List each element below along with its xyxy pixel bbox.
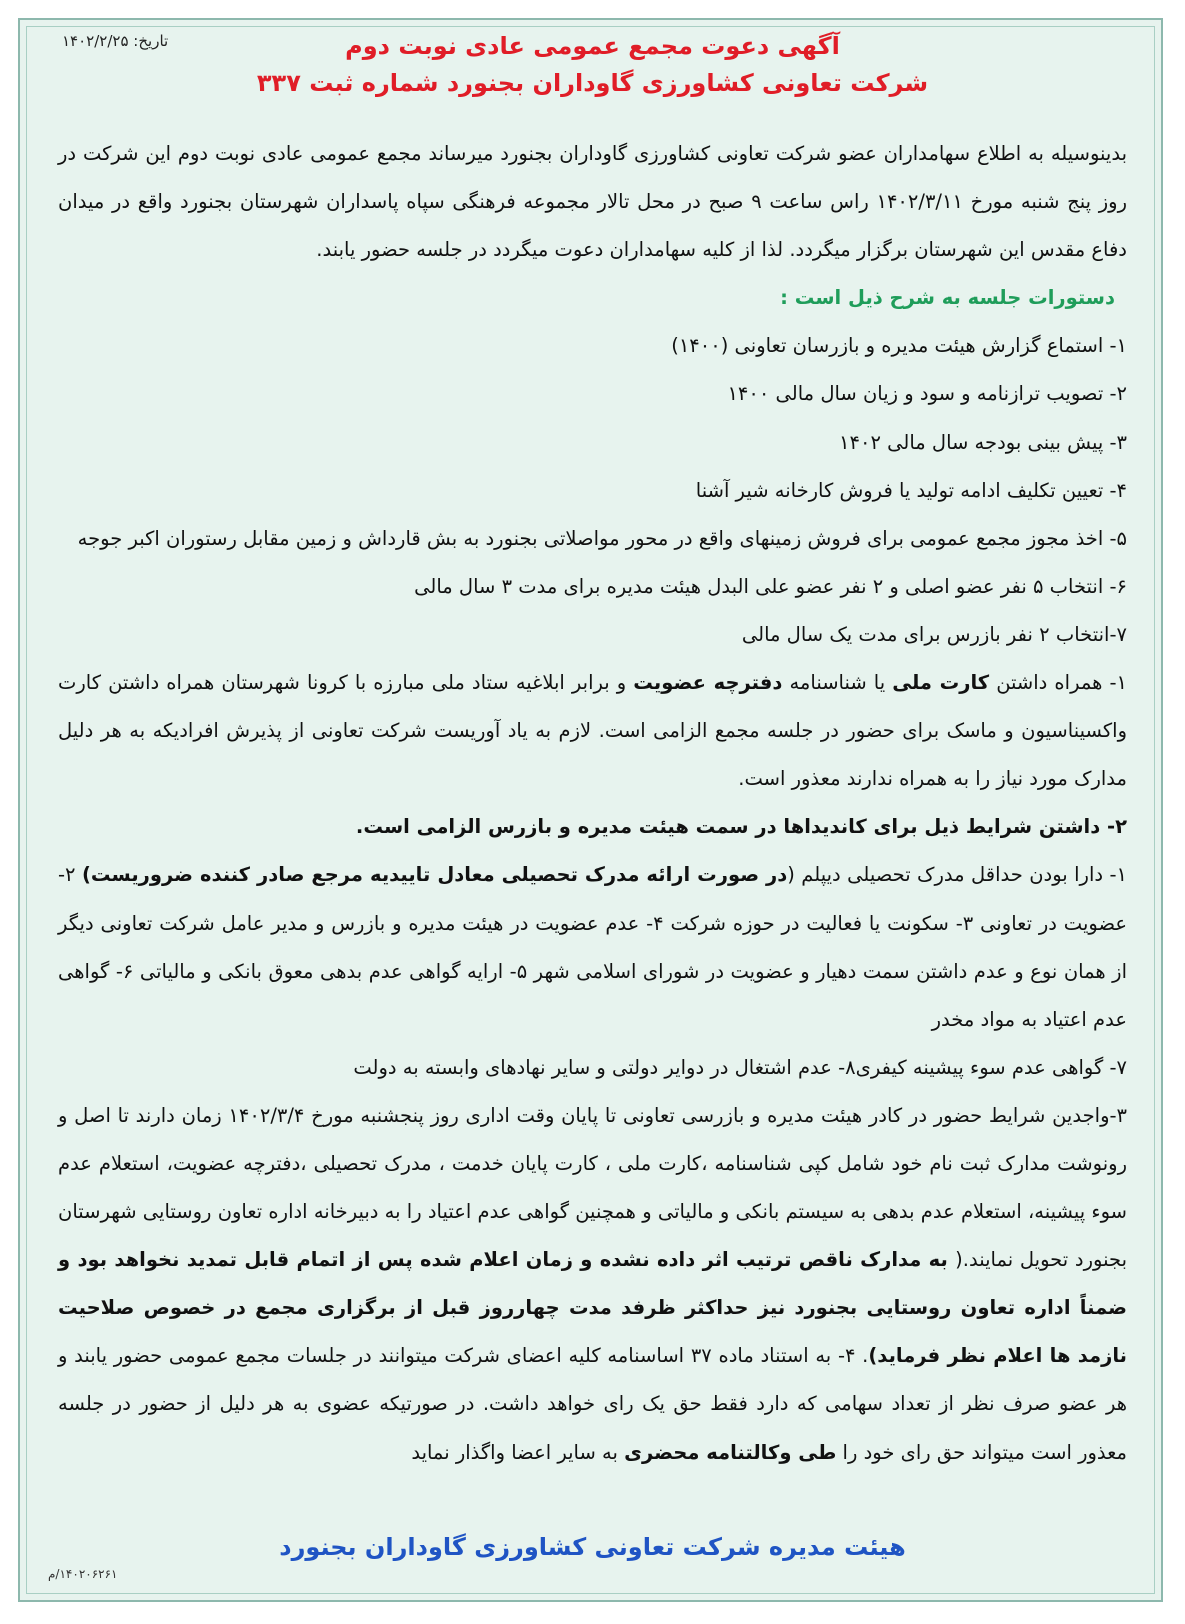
proxy-bold: طی وکالتنامه محضری [624,1440,837,1464]
note-1-text: ۱- همراه داشتن [989,671,1127,695]
conditions-paragraph [58,851,1127,1043]
agenda-item: ۶- انتخاب ۵ نفر عضو اصلی و ۲ نفر عضو علی البدل هیئت مدیره برای مدت ۳ سال مالی [414,574,1127,598]
signature: هیئت مدیره شرکت تعاونی کشاورزی گاوداران بجنورد [279,1533,906,1561]
date-label: تاریخ: ۱۴۰۲/۲/۲۵ [62,32,169,50]
membership-booklet-label: دفترچه عضویت [633,671,783,695]
notice-body [58,130,1127,1477]
note-1-text: و برابر ابلاغیه ستاد ملی مبارزه با کرونا شهرستان همراه داشتن کارت واکسیناسیون و ماسک برای حضور در جلسه مجمع الزامی است. لازم به یاد آوریست شرکت تعاونی از پذیرش افرادیکه به هر دلیل مدارک مورد نیاز را به همراه ندارند معذور است. [58,671,1127,791]
note-3-text: به سایر اعضا واگذار نماید [411,1440,625,1464]
note-3-text: . ۴- به استناد ماده ۳۷ اساسنامه کلیه اعضای شرکت میتوانند در جلسات مجمع عمومی حضور یابند و هر عضو صرف نظر از تعداد سهامی که دارد فقط حق یک رای خواهد داشت. در صورتیکه عضوی به هر دلیل از حضور در جلسه معذور است میتواند حق رای خود را [58,1344,1127,1464]
condition-7: ۷- گواهی عدم سوء پیشینه کیفری۸- عدم اشتغال در دوایر دولتی و سایر نهادهای وابسته به دولت [353,1055,1127,1079]
note-1 [58,659,1127,803]
agenda-item: ۱- استماع گزارش هیئت مدیره و بازرسان تعاونی (۱۴۰۰) [671,334,1127,358]
notice-title: آگهی دعوت مجمع عمومی عادی نوبت دوم [345,32,840,60]
note-3-text: ۳-واجدین شرایط حضور در کادر هیئت مدیره و بازرسی تعاونی تا پایان وقت اداری روز پنجشنبه مورخ ۱۴۰۲/۳/۴ زمان دارند تا اصل و رونوشت مدارک ثبت نام خود شامل کپی شناسنامه ،کارت ملی ، کارت پایان خدمت ، مدرک تحصیلی ،دفترچه عضویت، استعلام عدم سوء پیشینه، استعلام عدم بدهی به سیستم بانکی و مالیاتی و همچنین گواهی عدم اعتیاد را به دبیرخانه اداره تعاون روستایی شهرستان بجنورد تحویل نمایند.( [58,1103,1128,1272]
notice-header [0,28,1185,102]
conditions-text: ۱- دارا بودن حداقل مدرک تحصیلی دیپلم ( [787,863,1127,887]
national-card-label: کارت ملی [892,671,990,695]
agenda-item: ۴- تعیین تکلیف ادامه تولید یا فروش کارخانه شیر آشنا [695,478,1127,502]
conditions-text: ۲- عضویت در تعاونی ۳- سکونت یا فعالیت در حوزه شرکت ۴- عدم عضویت در هیئت مدیره و بازرس و مدیر عامل شرکت تعاونی دیگر از همان نوع و عدم داشتن سمت دهیار و عضویت در شورای اسلامی شهر ۵- ارایه گواهی عدم بدهی معوق بانکی و مالیاتی ۶- گواهی عدم اعتیاد به مواد مخدر [58,863,1127,1031]
note-3-bold: به مدارک ناقص ترتیب اثر داده نشده و زمان اعلام شده پس از اتمام قابل تمدید نخواهد بود و ضمناً اداره تعاون روستایی بجنورد نیز حداکثر ظرفد مدت چهارروز قبل از برگزاری مجمع در خصوص صلاحیت نازمد ها اعلام نظر فرماید) [58,1248,1127,1368]
note-1-text: یا شناسنامه [782,671,893,695]
agenda-item: ۷-انتخاب ۲ نفر بازرس برای مدت یک سال مالی [741,622,1127,646]
agenda-heading: دستورات جلسه به شرح ذیل است : [780,286,1115,310]
company-title: شرکت تعاونی کشاورزی گاوداران بجنورد شماره ثبت ۳۳۷ [256,69,929,97]
reference-code: ۱۴۰۲۰۶۲۶۱/م [48,1567,118,1581]
note-3 [58,1092,1127,1477]
conditions-bold: در صورت ارائه مدرک تحصیلی معادل تاییدیه مرجع صادر کننده ضروریست) [81,863,788,887]
intro-paragraph: بدینوسیله به اطلاع سهامداران عضو شرکت تعاونی کشاورزی گاوداران بجنورد میرساند مجمع عمومی عادی نوبت دوم این شرکت در روز پنج شنبه مورخ ۱۴۰۲/۳/۱۱ راس ساعت ۹ صبح در محل تالار مجموعه فرهنگی سپاه پاسداران شهرستان بجنورد واقع در میدان دفاع مقدس این شهرستان برگزار میگردد. لذا از کلیه سهامداران دعوت میگردد در جلسه حضور یابند. [58,142,1127,262]
agenda-item: ۲- تصویب ترازنامه و سود و زیان سال مالی ۱۴۰۰ [727,382,1127,406]
note-2-heading: ۲- داشتن شرایط ذیل برای کاندیداها در سمت هیئت مدیره و بازرس الزامی است. [355,815,1127,839]
agenda-item: ۵- اخذ مجوز مجمع عمومی برای فروش زمینهای واقع در محور مواصلاتی بجنورد به بش قارداش و زمین مقابل رستوران اکبر جوجه [77,526,1127,550]
agenda-item: ۳- پیش بینی بودجه سال مالی ۱۴۰۲ [839,430,1127,454]
